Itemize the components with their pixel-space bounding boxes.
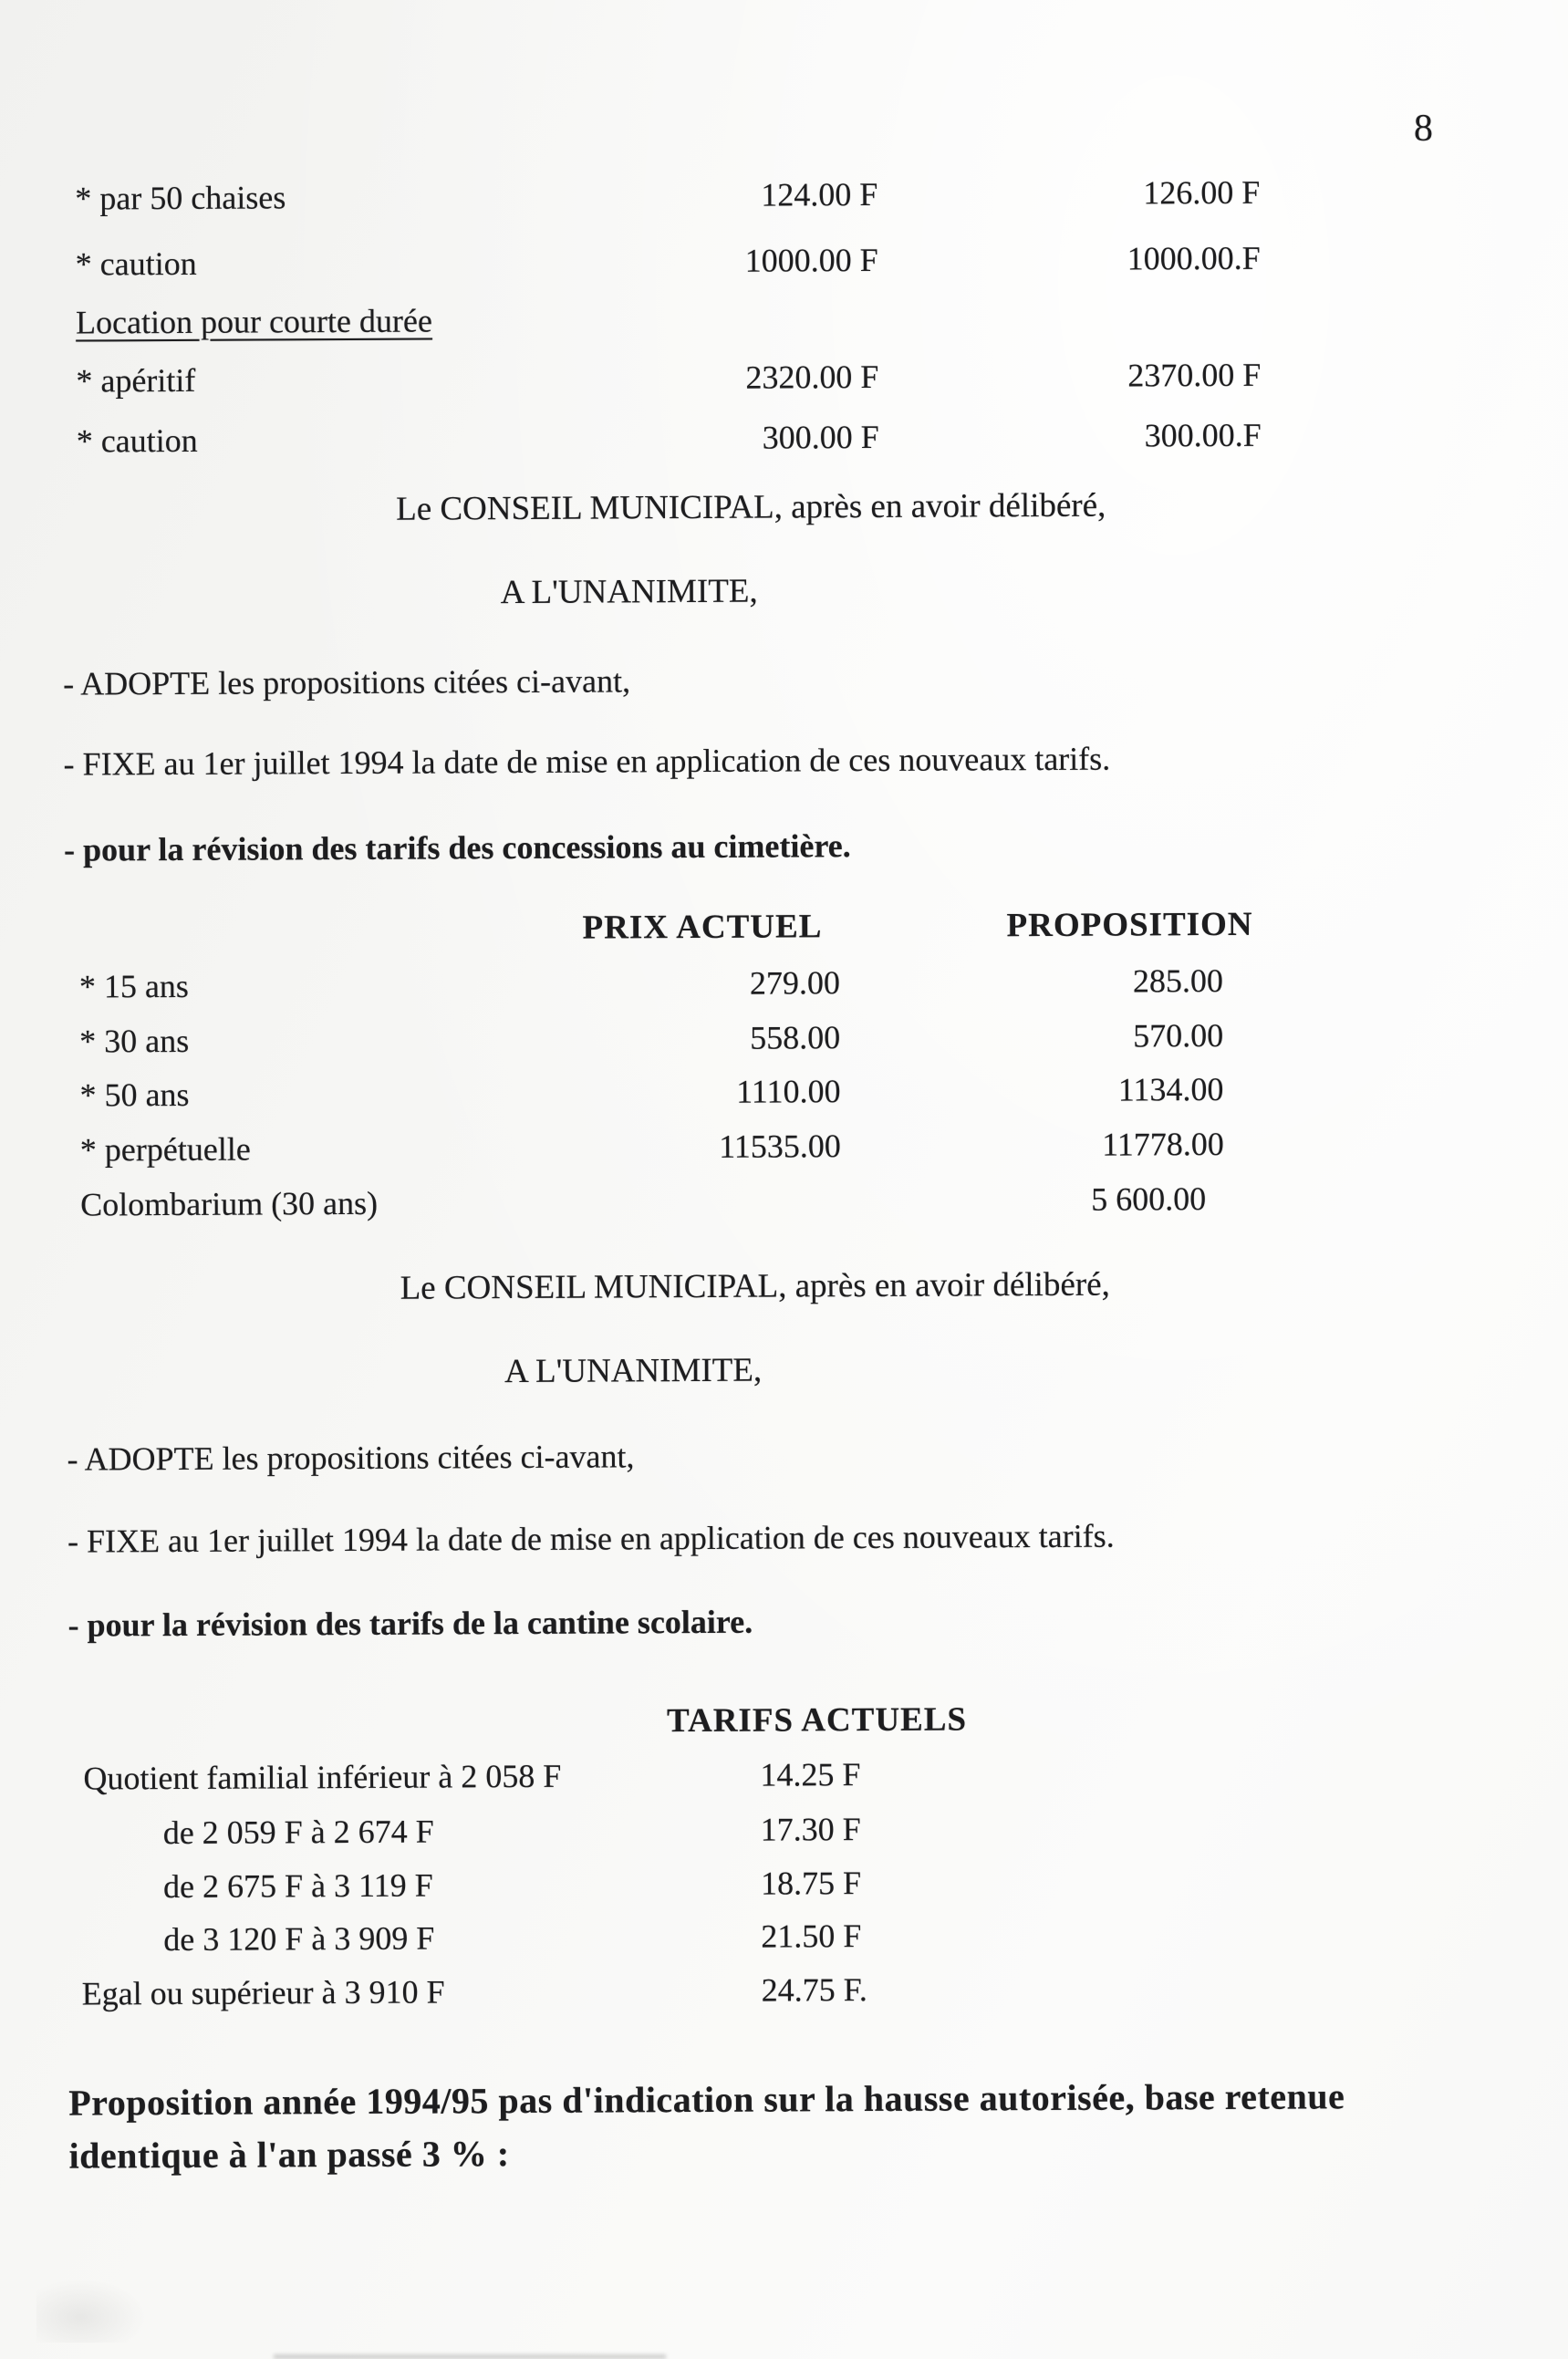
current-price	[474, 1184, 841, 1186]
scan-edge-artifact	[274, 2354, 666, 2359]
table-row	[4, 1916, 1568, 1959]
row-label: Quotient familial inférieur à 2 058 F	[83, 1757, 562, 1797]
row-label: * perpétuelle	[79, 1130, 251, 1169]
resolution-item: - ADOPTE les propositions citées ci-avant,	[63, 662, 631, 702]
row-label: de 2 059 F à 2 674 F	[162, 1813, 434, 1852]
deliberation-heading: Le CONSEIL MUNICIPAL, après en avoir délibéré,	[400, 1265, 1110, 1307]
table-row	[0, 961, 1567, 1005]
table-row	[0, 1180, 1568, 1223]
table-row	[0, 239, 1563, 283]
current-price: 279.00	[749, 964, 840, 1002]
tariff-value: 18.75 F	[760, 1865, 862, 1902]
row-label: * apéritif	[76, 361, 196, 400]
current-price: 558.00	[750, 1019, 841, 1056]
row-label: * 15 ans	[78, 967, 189, 1005]
current-price: 1110.00	[736, 1073, 841, 1110]
proposed-price: 570.00	[1133, 1016, 1224, 1055]
deliberation-heading: Le CONSEIL MUNICIPAL, après en avoir délibéré,	[396, 486, 1106, 528]
tariff-value: 24.75 F.	[761, 1971, 867, 2009]
proposed-price: 2370.00 F	[1127, 356, 1262, 394]
table-row	[0, 356, 1563, 400]
resolution-item: - ADOPTE les propositions citées ci-avant,	[67, 1438, 635, 1478]
row-label: * caution	[76, 421, 198, 460]
table-row	[0, 173, 1563, 217]
unanimity-line: A L'UNANIMITE,	[504, 1351, 763, 1391]
current-price: 300.00 F	[762, 418, 879, 456]
proposed-price: 11778.00	[1102, 1125, 1224, 1163]
resolution-item: - FIXE au 1er juillet 1994 la date de mise en application de ces nouveaux tarifs.	[67, 1517, 1115, 1560]
proposed-price: 300.00.F	[1144, 416, 1262, 454]
section-subject: - pour la révision des tarifs des concessions au cimetière.	[64, 827, 851, 868]
table-row	[0, 416, 1564, 460]
table-row	[4, 1809, 1568, 1852]
column-header-proposed: PROPOSITION	[1006, 905, 1253, 945]
proposed-price: 5 600.00	[1091, 1180, 1207, 1218]
proposed-price: 1000.00.F	[1127, 239, 1261, 277]
current-price: 124.00 F	[761, 175, 878, 213]
table-header: TARIFS ACTUELS	[667, 1700, 968, 1741]
row-label: Colombarium (30 ans)	[80, 1184, 379, 1223]
tariff-value: 14.25 F	[760, 1756, 861, 1793]
tariff-value: 21.50 F	[761, 1917, 862, 1955]
row-label: de 2 675 F à 3 119 F	[162, 1866, 433, 1906]
row-label: * par 50 chaises	[75, 179, 286, 217]
resolution-item: - FIXE au 1er juillet 1994 la date de mise en application de ces nouveaux tarifs.	[63, 740, 1111, 783]
section-title: Location pour courte durée	[75, 302, 433, 341]
table-row	[0, 1016, 1567, 1060]
table-row	[0, 1125, 1568, 1169]
current-price: 1000.00 F	[744, 241, 878, 279]
page-number: 8	[1413, 107, 1434, 150]
row-label: * 30 ans	[79, 1022, 190, 1060]
tariff-value: 17.30 F	[760, 1811, 861, 1848]
table-row	[5, 1969, 1568, 2012]
table-row	[3, 1754, 1568, 1797]
footer-note-line: identique à l'an passé 3 % :	[68, 2133, 510, 2177]
proposed-price: 126.00 F	[1143, 173, 1261, 212]
proposed-price: 1134.00	[1117, 1070, 1224, 1108]
row-label: * 50 ans	[79, 1076, 190, 1114]
footer-note-line: Proposition année 1994/95 pas d'indication sur la hausse autorisée, base retenue	[68, 2075, 1345, 2124]
scan-smudge	[36, 2279, 146, 2343]
row-label: de 3 120 F à 3 909 F	[163, 1919, 435, 1959]
column-header-current: PRIX ACTUEL	[582, 908, 823, 947]
section-subject: - pour la révision des tarifs de la cantine scolaire.	[67, 1603, 753, 1644]
table-row	[4, 1863, 1568, 1906]
current-price: 11535.00	[719, 1128, 841, 1165]
table-row	[0, 1070, 1567, 1114]
row-label: Egal ou supérieur à 3 910 F	[81, 1973, 445, 2012]
unanimity-line: A L'UNANIMITE,	[500, 572, 758, 612]
row-label: * caution	[75, 244, 197, 283]
current-price: 2320.00 F	[745, 358, 879, 396]
proposed-price: 285.00	[1132, 961, 1223, 1000]
